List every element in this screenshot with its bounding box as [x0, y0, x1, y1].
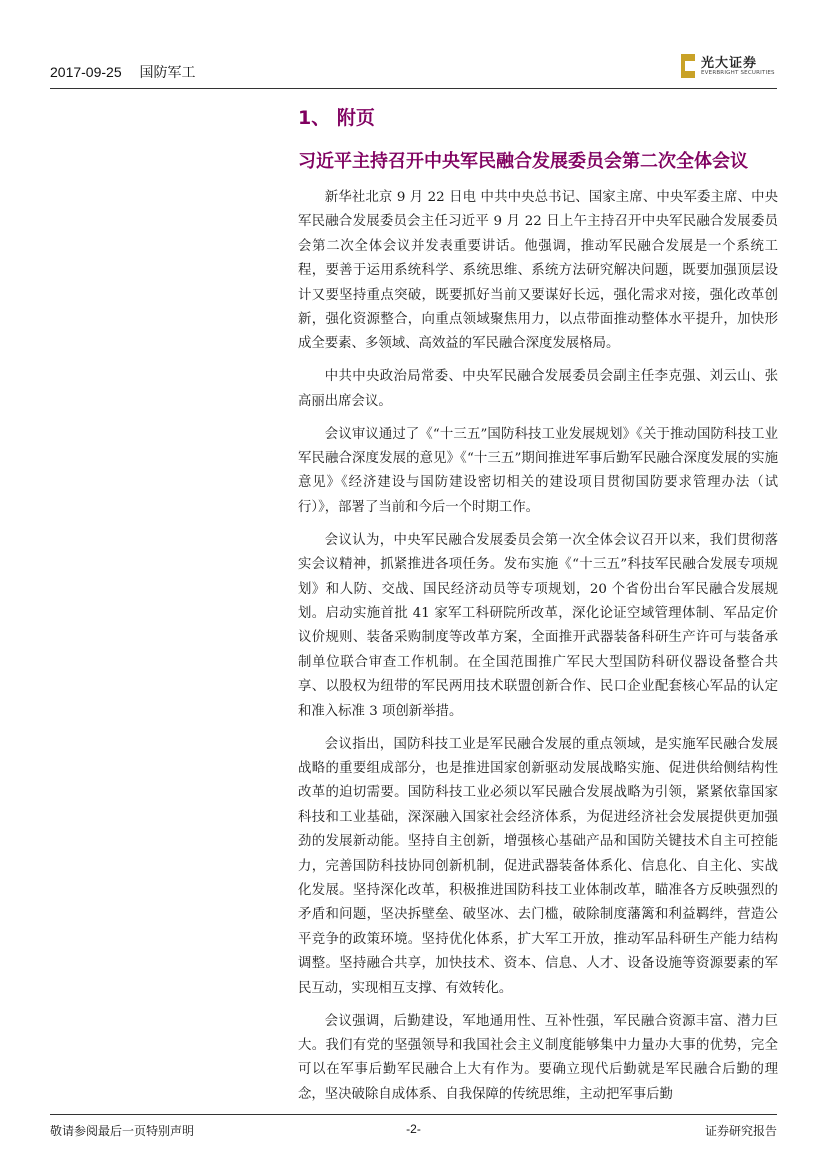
article-paragraph: 会议指出，国防科技工业是军民融合发展的重点领域，是实施军民融合发展战略的重要组成部分，也是推进国家创新驱动发展战略实施、促进供给侧结构性改革的迫切需要。国防科技工业必须以军民融合发展战略为引领，紧紧依靠国家科技和工业基础，深深融入国家社会经济体系，为促进经济社会发展提供更加强劲的发展新动能。坚持自主创新，增强核心基础产品和国防关键技术自主可控能力，完善国防科技协同创新机制，促进武器装备体系化、信息化、自主化、实战化发展。坚持深化改革，积极推进国防科技工业体制改革，瞄准各方反映强烈的矛盾和问题，坚决拆壁垒、破坚冰、去门槛，破除制度藩篱和利益羁绊，营造公平竞争的政策环境。坚持优化体系，扩大军工开放，推动军品科研生产能力结构调整。坚持融合共享，加快技术、资本、信息、人才、设备设施等资源要素的军民互动，实现相互支撑、有效转化。	[298, 736, 778, 996]
report-type: 证券研究报告	[704, 1124, 777, 1138]
logo-mark-icon	[681, 54, 695, 78]
article-title: 习近平主持召开中央军民融合发展委员会第二次全体会议	[298, 151, 748, 172]
article-paragraph: 会议认为，中央军民融合发展委员会第一次全体会议召开以来，我们贯彻落实会议精神，抓紧推进各项任务。发布实施《“十三五”科技军民融合发展专项规划》和人防、交战、国民经济动员等专项规划，20 个省份出台军民融合发展规划。启动实施首批 41 家军工科研院所改革，深化论证空域管理体制、军品定价议价规则、装备采购制度等改革方案，全面推开武器装备科研生产许可与装备承制单位联合审查工作机制。在全国范围推广军民大型国防科研仪器设备整合共享、以股权为纽带的军民两用技术联盟创新合作、民口企业配套核心军品的认定和准入标准 3 项创新举措。	[298, 532, 778, 719]
company-logo	[681, 52, 777, 84]
footer-disclaimer: 敬请参阅最后一页特别声明	[50, 1124, 195, 1138]
section-title: 1、 附页	[298, 107, 375, 129]
report-category: 国防军工	[139, 64, 196, 80]
article-paragraph: 新华社北京 9 月 22 日电 中共中央总书记、国家主席、中央军委主席、中央军民融合发展委员会主任习近平 9 月 22 日上午主持召开中央军民融合发展委员会第二次全体会议并发表重要讲话。他强调，推动军民融合发展是一个系统工程，要善于运用系统科学、系统思维、系统方法研究解决问题，既要加强顶层设计又要坚持重点突破，既要抓好当前又要谋好长远，强化需求对接，强化改革创新，强化资源整合，向重点领域聚焦用力，以点带面推动整体水平提升，加快形成全要素、多领域、高效益的军民融合深度发展格局。	[298, 190, 778, 352]
article-paragraph: 中共中央政治局常委、中央军民融合发展委员会副主任李克强、刘云山、张高丽出席会议。	[298, 369, 778, 409]
page-header	[50, 52, 777, 88]
article-paragraph: 会议审议通过了《“十三五”国防科技工业发展规划》《关于推动国防科技工业军民融合深度发展的意见》《“十三五”期间推进军事后勤军民融合深度发展的实施意见》《经济建设与国防建设密切相关的建设项目贯彻国防要求管理办法（试行）》，部署了当前和今后一个时期工作。	[298, 426, 778, 515]
report-date: 2017-09-25	[50, 64, 122, 80]
page-number: -2-	[406, 1122, 421, 1136]
header-divider	[50, 88, 777, 89]
footer-divider	[50, 1114, 777, 1115]
logo-name-en: EVERBRIGHT SECURITIES	[701, 70, 775, 76]
article-paragraph: 会议强调，后勤建设，军地通用性、互补性强，军民融合资源丰富、潜力巨大。我们有党的坚强领导和我国社会主义制度能够集中力量办大事的优势，完全可以在军事后勤军民融合上大有作为。要确立现代后勤就是军民融合后勤的理念，坚决破除自成体系、自我保障的传统思维，主动把军事后勤	[298, 1013, 778, 1102]
header-info	[50, 62, 196, 82]
main-content	[298, 104, 778, 1116]
logo-name-cn: 光大证券	[701, 56, 758, 71]
